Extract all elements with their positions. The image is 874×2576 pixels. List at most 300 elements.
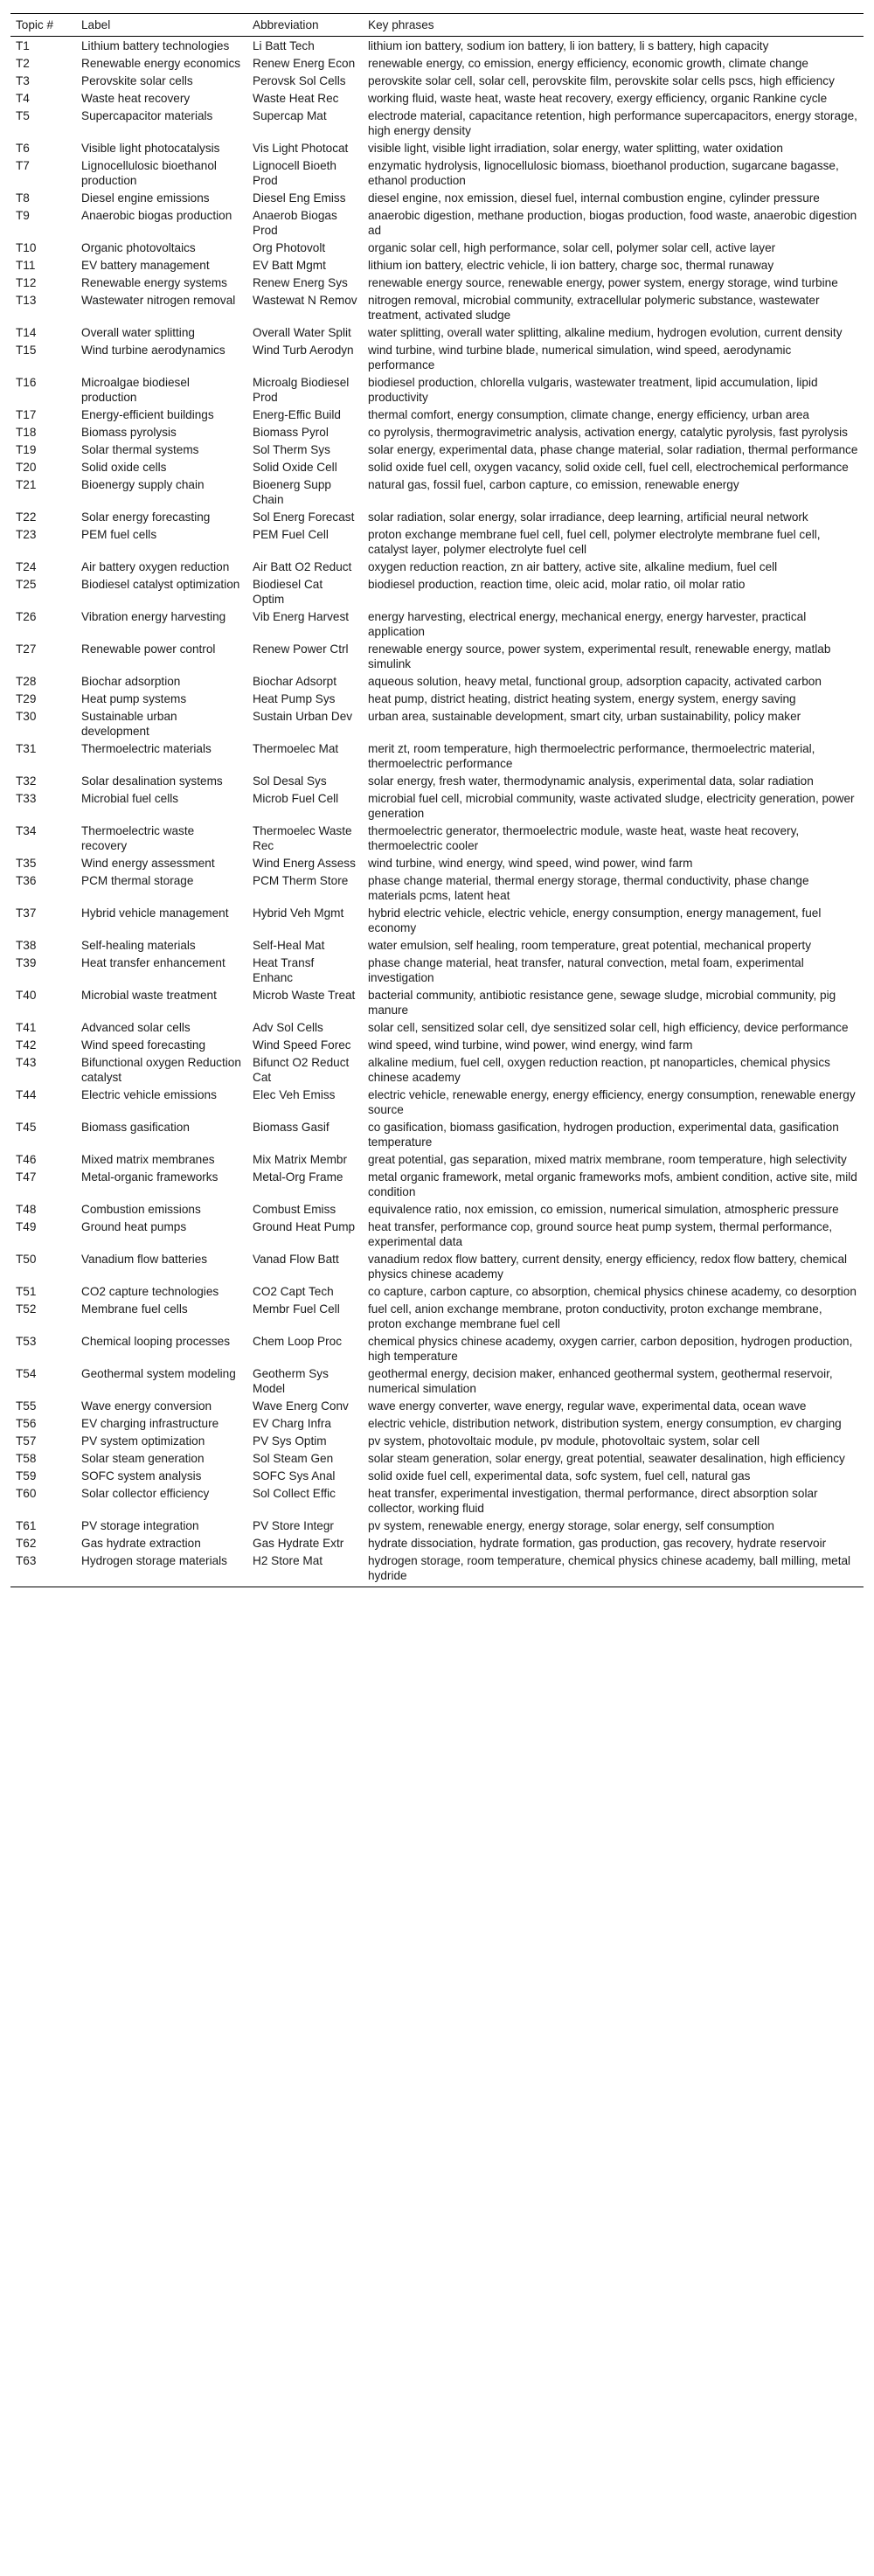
topic-id: T33 bbox=[16, 792, 37, 805]
topic-key-phrases: pv system, renewable energy, energy storage, solar energy, self consumption bbox=[368, 1519, 774, 1532]
topic-label: Wastewater nitrogen removal bbox=[81, 294, 236, 307]
topic-id: T15 bbox=[16, 344, 37, 357]
topic-key-phrases: wind turbine, wind turbine blade, numerical simulation, wind speed, aerodynamic performance bbox=[368, 344, 792, 371]
table-row bbox=[10, 1018, 864, 1036]
table-row bbox=[10, 640, 864, 672]
table-row bbox=[10, 341, 864, 373]
topic-abbreviation: Air Batt O2 Reduct bbox=[253, 560, 352, 573]
table-row bbox=[10, 373, 864, 406]
table-row bbox=[10, 1300, 864, 1332]
topic-label: SOFC system analysis bbox=[81, 1469, 202, 1482]
topic-key-phrases: hydrate dissociation, hydrate formation, gas production, gas recovery, hydrate reservoir bbox=[368, 1537, 827, 1550]
topic-key-phrases: natural gas, fossil fuel, carbon capture, co emission, renewable energy bbox=[368, 478, 739, 491]
table-row bbox=[10, 37, 864, 55]
topic-id: T50 bbox=[16, 1253, 37, 1266]
topic-abbreviation: Microalg Biodiesel Prod bbox=[253, 376, 350, 404]
topic-label: PCM thermal storage bbox=[81, 874, 194, 887]
topic-id: T12 bbox=[16, 276, 37, 289]
topic-label: Heat transfer enhancement bbox=[81, 956, 225, 969]
topic-label: Organic photovoltaics bbox=[81, 241, 196, 254]
topic-label: Heat pump systems bbox=[81, 692, 187, 705]
table-row bbox=[10, 274, 864, 291]
topic-key-phrases: diesel engine, nox emission, diesel fuel, internal combustion engine, cylinder pressure bbox=[368, 191, 820, 205]
table-row bbox=[10, 206, 864, 239]
table-row bbox=[10, 525, 864, 558]
topic-key-phrases: organic solar cell, high performance, solar cell, polymer solar cell, active layer bbox=[368, 241, 776, 254]
topic-id: T18 bbox=[16, 426, 37, 439]
topic-label: Biomass gasification bbox=[81, 1121, 190, 1134]
topic-key-phrases: pv system, photovoltaic module, pv module, photovoltaic system, solar cell bbox=[368, 1434, 760, 1448]
topic-id: T56 bbox=[16, 1417, 37, 1430]
topic-abbreviation: Anaerob Biogas Prod bbox=[253, 209, 337, 237]
topic-id: T41 bbox=[16, 1021, 37, 1034]
topic-key-phrases: working fluid, waste heat, waste heat recovery, exergy efficiency, organic Rankine cycle bbox=[368, 92, 828, 105]
topic-abbreviation: Wind Energ Assess bbox=[253, 857, 356, 870]
topic-label: Microbial waste treatment bbox=[81, 989, 217, 1002]
topic-abbreviation: Sol Collect Effic bbox=[253, 1487, 336, 1500]
topic-label: Anaerobic biogas production bbox=[81, 209, 232, 222]
topic-key-phrases: solar energy, fresh water, thermodynamic analysis, experimental data, solar radiation bbox=[368, 774, 814, 788]
table-row bbox=[10, 72, 864, 89]
topic-id: T35 bbox=[16, 857, 37, 870]
header-row bbox=[10, 14, 864, 37]
topic-key-phrases: solar cell, sensitized solar cell, dye sensitized solar cell, high efficiency, device performance bbox=[368, 1021, 849, 1034]
topic-abbreviation: PV Store Integr bbox=[253, 1519, 334, 1532]
topic-label: Renewable power control bbox=[81, 642, 216, 656]
topic-id: T40 bbox=[16, 989, 37, 1002]
topic-key-phrases: solar energy, experimental data, phase change material, solar radiation, thermal performance bbox=[368, 443, 858, 456]
topic-key-phrases: proton exchange membrane fuel cell, fuel cell, polymer electrolyte membrane fuel cell, catalyst layer, polymer electrolyte fuel cell bbox=[368, 528, 821, 556]
table-row bbox=[10, 139, 864, 156]
topic-label: Diesel engine emissions bbox=[81, 191, 210, 205]
topic-key-phrases: fuel cell, anion exchange membrane, proton conductivity, proton exchange membrane, proton exchange membrane fuel cell bbox=[368, 1302, 822, 1330]
topic-key-phrases: renewable energy, co emission, energy efficiency, economic growth, climate change bbox=[368, 57, 808, 70]
topic-abbreviation: Lignocell Bioeth Prod bbox=[253, 159, 336, 187]
topic-label: PV storage integration bbox=[81, 1519, 199, 1532]
table-row bbox=[10, 323, 864, 341]
topic-key-phrases: water splitting, overall water splitting, alkaline medium, hydrogen evolution, current density bbox=[368, 326, 843, 339]
topic-label: Visible light photocatalysis bbox=[81, 142, 220, 155]
topic-abbreviation: Mix Matrix Membr bbox=[253, 1153, 347, 1166]
topic-id: T32 bbox=[16, 774, 37, 788]
topic-id: T59 bbox=[16, 1469, 37, 1482]
topic-key-phrases: great potential, gas separation, mixed matrix membrane, room temperature, high selectivity bbox=[368, 1153, 847, 1166]
topic-id: T7 bbox=[16, 159, 30, 172]
topic-abbreviation: Geotherm Sys Model bbox=[253, 1367, 329, 1395]
topic-id: T63 bbox=[10, 1552, 76, 1587]
table-row bbox=[10, 1168, 864, 1200]
topic-label: Solar desalination systems bbox=[81, 774, 223, 788]
topic-label: Bifunctional oxygen Reduction catalyst bbox=[81, 1056, 241, 1084]
topic-abbreviation: Microb Waste Treat bbox=[253, 989, 356, 1002]
topic-key-phrases: anaerobic digestion, methane production, biogas production, food waste, anaerobic digestion ad bbox=[368, 209, 857, 237]
topic-id: T29 bbox=[16, 692, 37, 705]
header-key-phrases: Key phrases bbox=[363, 14, 864, 37]
topic-label: Thermoelectric materials bbox=[81, 742, 212, 755]
header-label: Label bbox=[76, 14, 247, 37]
topic-label: Microbial fuel cells bbox=[81, 792, 179, 805]
topic-id: T3 bbox=[16, 74, 30, 87]
table-row bbox=[10, 156, 864, 189]
topic-key-phrases: visible light, visible light irradiation, solar energy, water splitting, water oxidation bbox=[368, 142, 783, 155]
table-row bbox=[10, 1534, 864, 1552]
topic-id: T48 bbox=[16, 1203, 37, 1216]
topic-abbreviation: Renew Energ Econ bbox=[253, 57, 356, 70]
table-row bbox=[10, 1364, 864, 1397]
table-row bbox=[10, 89, 864, 107]
table-body bbox=[10, 37, 864, 1587]
topic-label: Sustainable urban development bbox=[81, 710, 177, 738]
table-row bbox=[10, 1449, 864, 1467]
topic-id: T43 bbox=[16, 1056, 37, 1069]
topic-key-phrases: co gasification, biomass gasification, hydrogen production, experimental data, gasification temperature bbox=[368, 1121, 839, 1149]
topic-abbreviation: Thermoelec Mat bbox=[253, 742, 339, 755]
topic-key-phrases: wave energy converter, wave energy, regular wave, experimental data, ocean wave bbox=[368, 1399, 807, 1413]
topic-abbreviation: Wind Turb Aerodyn bbox=[253, 344, 354, 357]
topic-label: Mixed matrix membranes bbox=[81, 1153, 215, 1166]
topic-abbreviation: Sol Energ Forecast bbox=[253, 510, 355, 524]
topic-key-phrases: co capture, carbon capture, co absorption, chemical physics chinese academy, co desorption bbox=[368, 1285, 857, 1298]
topic-abbreviation: Renew Energ Sys bbox=[253, 276, 348, 289]
topic-id: T61 bbox=[16, 1519, 37, 1532]
topic-key-phrases: metal organic framework, metal organic frameworks mofs, ambient condition, active site, mild condition bbox=[368, 1170, 857, 1198]
topic-id: T22 bbox=[16, 510, 37, 524]
topic-id: T49 bbox=[16, 1220, 37, 1233]
topic-label: Overall water splitting bbox=[81, 326, 195, 339]
table-row bbox=[10, 291, 864, 323]
topic-abbreviation: Wind Speed Forec bbox=[253, 1038, 351, 1052]
topic-id: T6 bbox=[16, 142, 30, 155]
topic-abbreviation: Sol Desal Sys bbox=[253, 774, 327, 788]
topic-label: Biochar adsorption bbox=[81, 675, 181, 688]
table-row bbox=[10, 1036, 864, 1053]
topic-key-phrases: chemical physics chinese academy, oxygen carrier, carbon deposition, hydrogen production, high temperature bbox=[368, 1335, 853, 1363]
topic-key-phrases: aqueous solution, heavy metal, functional group, adsorption capacity, activated carbon bbox=[368, 675, 822, 688]
topic-abbreviation: Sol Therm Sys bbox=[253, 443, 330, 456]
topic-key-phrases: thermal comfort, energy consumption, climate change, energy efficiency, urban area bbox=[368, 408, 809, 421]
topic-abbreviation: Ground Heat Pump bbox=[253, 1220, 356, 1233]
topic-abbreviation: Microb Fuel Cell bbox=[253, 792, 339, 805]
topic-key-phrases: heat transfer, experimental investigation, thermal performance, direct absorption solar collector, working fluid bbox=[368, 1487, 818, 1515]
table-row bbox=[10, 1552, 864, 1587]
topic-abbreviation: Bioenerg Supp Chain bbox=[253, 478, 331, 506]
table-row bbox=[10, 458, 864, 476]
topic-key-phrases: alkaline medium, fuel cell, oxygen reduction reaction, pt nanoparticles, chemical physics chinese academy bbox=[368, 1056, 830, 1084]
topic-abbreviation: Overall Water Split bbox=[253, 326, 351, 339]
topic-abbreviation: Gas Hydrate Extr bbox=[253, 1537, 344, 1550]
topic-id: T45 bbox=[16, 1121, 37, 1134]
topic-id: T47 bbox=[16, 1170, 37, 1184]
topic-id: T1 bbox=[16, 39, 30, 52]
topic-key-phrases: enzymatic hydrolysis, lignocellulosic biomass, bioethanol production, sugarcane bagasse, ethanol production bbox=[368, 159, 839, 187]
topic-id: T60 bbox=[16, 1487, 37, 1500]
topic-key-phrases: electrode material, capacitance retention, high performance supercapacitors, energy storage, high energy density bbox=[368, 109, 857, 137]
topic-key-phrases: electric vehicle, renewable energy, energy efficiency, energy consumption, renewable energy source bbox=[368, 1088, 856, 1116]
table-row bbox=[10, 904, 864, 936]
topic-key-phrases: lithium ion battery, sodium ion battery, li ion battery, li s battery, high capacity bbox=[368, 39, 769, 52]
topic-key-phrases: solid oxide fuel cell, oxygen vacancy, solid oxide cell, fuel cell, electrochemical performance bbox=[368, 461, 849, 474]
topic-abbreviation: Perovsk Sol Cells bbox=[253, 74, 346, 87]
table-row bbox=[10, 1332, 864, 1364]
table-row bbox=[10, 1118, 864, 1150]
topic-abbreviation: Energ-Effic Build bbox=[253, 408, 341, 421]
topic-id: T4 bbox=[16, 92, 30, 105]
topic-id: T57 bbox=[16, 1434, 37, 1448]
topic-id: T24 bbox=[16, 560, 37, 573]
topic-abbreviation: Wave Energ Conv bbox=[253, 1399, 349, 1413]
topic-abbreviation: Org Photovolt bbox=[253, 241, 326, 254]
topic-label: PV system optimization bbox=[81, 1434, 205, 1448]
topic-id: T23 bbox=[16, 528, 37, 541]
table-row bbox=[10, 936, 864, 954]
topic-abbreviation: Li Batt Tech bbox=[253, 39, 315, 52]
topic-label: Membrane fuel cells bbox=[81, 1302, 188, 1316]
topic-id: T30 bbox=[16, 710, 37, 723]
topic-label: Ground heat pumps bbox=[81, 1220, 187, 1233]
topic-key-phrases: electric vehicle, distribution network, distribution system, energy consumption, ev charging bbox=[368, 1417, 842, 1430]
topic-key-phrases: heat pump, district heating, district heating system, energy system, energy saving bbox=[368, 692, 796, 705]
topic-id: T38 bbox=[16, 939, 37, 952]
topic-id: T53 bbox=[16, 1335, 37, 1348]
topic-key-phrases: biodiesel production, chlorella vulgaris, wastewater treatment, lipid accumulation, lipid productivity bbox=[368, 376, 818, 404]
topic-label: Solar steam generation bbox=[81, 1452, 205, 1465]
topic-label: Electric vehicle emissions bbox=[81, 1088, 217, 1101]
topic-abbreviation: PV Sys Optim bbox=[253, 1434, 327, 1448]
topic-label: Advanced solar cells bbox=[81, 1021, 191, 1034]
table-row bbox=[10, 707, 864, 739]
topic-abbreviation: Vanad Flow Batt bbox=[253, 1253, 339, 1266]
topic-id: T8 bbox=[16, 191, 30, 205]
topic-abbreviation: Vib Energ Harvest bbox=[253, 610, 350, 623]
table-row bbox=[10, 1484, 864, 1517]
topic-id: T51 bbox=[16, 1285, 37, 1298]
topic-key-phrases: co pyrolysis, thermogravimetric analysis, activation energy, catalytic pyrolysis, fast pyrolysis bbox=[368, 426, 848, 439]
table-header bbox=[10, 14, 864, 37]
topic-id: T28 bbox=[16, 675, 37, 688]
topic-label: Biomass pyrolysis bbox=[81, 426, 177, 439]
topic-key-phrases: phase change material, thermal energy storage, thermal conductivity, phase change materials pcms, latent heat bbox=[368, 874, 809, 902]
table-row bbox=[10, 441, 864, 458]
topic-abbreviation: SOFC Sys Anal bbox=[253, 1469, 336, 1482]
topic-key-phrases: geothermal energy, decision maker, enhanced geothermal system, geothermal reservoir, numerical simulation bbox=[368, 1367, 833, 1395]
topic-id: T46 bbox=[16, 1153, 37, 1166]
topic-label: Renewable energy economics bbox=[81, 57, 241, 70]
topic-label: Self-healing materials bbox=[81, 939, 196, 952]
topic-label: Hybrid vehicle management bbox=[81, 906, 229, 920]
topic-label: CO2 capture technologies bbox=[81, 1285, 219, 1298]
topic-key-phrases: vanadium redox flow battery, current density, energy efficiency, redox flow battery, chemical physics chinese academy bbox=[368, 1253, 848, 1281]
topic-key-phrases: perovskite solar cell, solar cell, perovskite film, perovskite solar cells pscs, high efficiency bbox=[368, 74, 835, 87]
table-row bbox=[10, 476, 864, 508]
table-row bbox=[10, 1414, 864, 1432]
table-row bbox=[10, 107, 864, 139]
topic-abbreviation: Diesel Eng Emiss bbox=[253, 191, 346, 205]
topic-id: T19 bbox=[16, 443, 37, 456]
topic-id: T21 bbox=[16, 478, 37, 491]
topic-label: Wind turbine aerodynamics bbox=[81, 344, 225, 357]
topic-key-phrases: hydrogen storage, room temperature, chemical physics chinese academy, ball milling, metal hydride bbox=[363, 1552, 864, 1587]
topic-key-phrases: renewable energy source, power system, experimental result, renewable energy, matlab simulink bbox=[368, 642, 831, 670]
table-row bbox=[10, 256, 864, 274]
topic-label: Solar collector efficiency bbox=[81, 1487, 210, 1500]
topic-id: T13 bbox=[16, 294, 37, 307]
topic-key-phrases: hybrid electric vehicle, electric vehicle, energy consumption, energy management, fuel economy bbox=[368, 906, 822, 934]
topic-label: Perovskite solar cells bbox=[81, 74, 193, 87]
topic-key-phrases: lithium ion battery, electric vehicle, li ion battery, charge soc, thermal runaway bbox=[368, 259, 774, 272]
topic-label: Vanadium flow batteries bbox=[81, 1253, 208, 1266]
topic-id: T16 bbox=[16, 376, 37, 389]
topic-key-phrases: thermoelectric generator, thermoelectric module, waste heat, waste heat recovery, thermoelectric cooler bbox=[368, 824, 800, 852]
table-row bbox=[10, 739, 864, 772]
topic-abbreviation: EV Charg Infra bbox=[253, 1417, 331, 1430]
table-row bbox=[10, 954, 864, 986]
topic-key-phrases: equivalence ratio, nox emission, co emission, numerical simulation, atmospheric pressure bbox=[368, 1203, 839, 1216]
topic-id: T10 bbox=[16, 241, 37, 254]
table-row bbox=[10, 986, 864, 1018]
table-row bbox=[10, 558, 864, 575]
table-row bbox=[10, 789, 864, 822]
topic-abbreviation: Heat Pump Sys bbox=[253, 692, 336, 705]
topic-abbreviation: Solid Oxide Cell bbox=[253, 461, 337, 474]
topic-label: Bioenergy supply chain bbox=[81, 478, 205, 491]
topic-abbreviation: Waste Heat Rec bbox=[253, 92, 339, 105]
topic-key-phrases: energy harvesting, electrical energy, mechanical energy, energy harvester, practical application bbox=[368, 610, 807, 638]
topic-abbreviation: H2 Store Mat bbox=[247, 1552, 363, 1587]
table-row bbox=[10, 690, 864, 707]
topic-label: Wave energy conversion bbox=[81, 1399, 212, 1413]
topic-abbreviation: Renew Power Ctrl bbox=[253, 642, 349, 656]
topic-abbreviation: Adv Sol Cells bbox=[253, 1021, 323, 1034]
topic-label: Combustion emissions bbox=[81, 1203, 201, 1216]
topic-abbreviation: Biomass Gasif bbox=[253, 1121, 329, 1134]
topic-abbreviation: Biomass Pyrol bbox=[253, 426, 329, 439]
topic-label: Geothermal system modeling bbox=[81, 1367, 236, 1380]
topic-key-phrases: oxygen reduction reaction, zn air battery, active site, alkaline medium, fuel cell bbox=[368, 560, 778, 573]
table-row bbox=[10, 189, 864, 206]
table-row bbox=[10, 1432, 864, 1449]
topic-label: Solid oxide cells bbox=[81, 461, 167, 474]
topic-key-phrases: solar steam generation, solar energy, great potential, seawater desalination, high efficiency bbox=[368, 1452, 845, 1465]
topic-label: Metal-organic frameworks bbox=[81, 1170, 218, 1184]
table-row bbox=[10, 1517, 864, 1534]
topic-abbreviation: Biochar Adsorpt bbox=[253, 675, 336, 688]
topic-label: EV charging infrastructure bbox=[81, 1417, 219, 1430]
topic-id: T31 bbox=[16, 742, 37, 755]
topic-id: T44 bbox=[16, 1088, 37, 1101]
table-row bbox=[10, 854, 864, 871]
topic-key-phrases: biodiesel production, reaction time, oleic acid, molar ratio, oil molar ratio bbox=[368, 578, 746, 591]
topic-abbreviation: Metal-Org Frame bbox=[253, 1170, 343, 1184]
topic-key-phrases: solar radiation, solar energy, solar irradiance, deep learning, artificial neural network bbox=[368, 510, 808, 524]
table-row bbox=[10, 1200, 864, 1218]
topic-key-phrases: phase change material, heat transfer, natural convection, metal foam, experimental investigation bbox=[368, 956, 804, 984]
table-row bbox=[10, 1282, 864, 1300]
topic-label: Biodiesel catalyst optimization bbox=[81, 578, 240, 591]
topic-key-phrases: wind speed, wind turbine, wind power, wind energy, wind farm bbox=[368, 1038, 693, 1052]
topic-label: Microalgae biodiesel production bbox=[81, 376, 190, 404]
topic-abbreviation: Combust Emiss bbox=[253, 1203, 336, 1216]
header-abbreviation: Abbreviation bbox=[247, 14, 363, 37]
topic-id: T37 bbox=[16, 906, 37, 920]
topic-abbreviation: Wastewat N Remov bbox=[253, 294, 357, 307]
topic-abbreviation: Hybrid Veh Mgmt bbox=[253, 906, 344, 920]
topic-id: T36 bbox=[16, 874, 37, 887]
topic-key-phrases: bacterial community, antibiotic resistance gene, sewage sludge, microbial community, pig manure bbox=[368, 989, 836, 1017]
table-row bbox=[10, 1086, 864, 1118]
table-row bbox=[10, 1150, 864, 1168]
topic-label: Energy-efficient buildings bbox=[81, 408, 214, 421]
topic-abbreviation: CO2 Capt Tech bbox=[253, 1285, 334, 1298]
topic-abbreviation: Thermoelec Waste Rec bbox=[253, 824, 352, 852]
topic-label: Thermoelectric waste recovery bbox=[81, 824, 195, 852]
topic-label: Lithium battery technologies bbox=[81, 39, 230, 52]
topics-table bbox=[10, 13, 864, 1587]
topic-id: T5 bbox=[16, 109, 30, 122]
topic-label: Solar thermal systems bbox=[81, 443, 199, 456]
table-row bbox=[10, 1218, 864, 1250]
topic-label: Chemical looping processes bbox=[81, 1335, 231, 1348]
topic-id: T62 bbox=[16, 1537, 37, 1550]
table-row bbox=[10, 871, 864, 904]
table-row bbox=[10, 406, 864, 423]
topic-label: Vibration energy harvesting bbox=[81, 610, 226, 623]
topic-label: Lignocellulosic bioethanol production bbox=[81, 159, 217, 187]
topic-id: T52 bbox=[16, 1302, 37, 1316]
topic-key-phrases: renewable energy source, renewable energy, power system, energy storage, wind turbine bbox=[368, 276, 838, 289]
topic-id: T58 bbox=[16, 1452, 37, 1465]
topic-id: T54 bbox=[16, 1367, 37, 1380]
topic-abbreviation: Membr Fuel Cell bbox=[253, 1302, 340, 1316]
table-row bbox=[10, 772, 864, 789]
table-row bbox=[10, 1467, 864, 1484]
topic-abbreviation: Heat Transf Enhanc bbox=[253, 956, 315, 984]
topic-id: T34 bbox=[16, 824, 37, 837]
topic-label: Waste heat recovery bbox=[81, 92, 191, 105]
topic-key-phrases: nitrogen removal, microbial community, extracellular polymeric substance, wastewater treatment, activated sludge bbox=[368, 294, 820, 322]
topic-key-phrases: wind turbine, wind energy, wind speed, wind power, wind farm bbox=[368, 857, 693, 870]
topic-id: T39 bbox=[16, 956, 37, 969]
topic-id: T25 bbox=[16, 578, 37, 591]
topic-label: Gas hydrate extraction bbox=[81, 1537, 201, 1550]
topic-label: Renewable energy systems bbox=[81, 276, 227, 289]
topic-abbreviation: Chem Loop Proc bbox=[253, 1335, 343, 1348]
table-row bbox=[10, 508, 864, 525]
topic-abbreviation: Vis Light Photocat bbox=[253, 142, 349, 155]
table-row bbox=[10, 1053, 864, 1086]
topic-label: Hydrogen storage materials bbox=[76, 1552, 247, 1587]
topic-abbreviation: Biodiesel Cat Optim bbox=[253, 578, 323, 606]
topic-id: T42 bbox=[16, 1038, 37, 1052]
table-row bbox=[10, 423, 864, 441]
topic-abbreviation: Elec Veh Emiss bbox=[253, 1088, 336, 1101]
topic-label: Air battery oxygen reduction bbox=[81, 560, 230, 573]
topic-label: Wind energy assessment bbox=[81, 857, 215, 870]
topic-id: T55 bbox=[16, 1399, 37, 1413]
topic-id: T26 bbox=[16, 610, 37, 623]
table-row bbox=[10, 575, 864, 608]
topic-abbreviation: EV Batt Mgmt bbox=[253, 259, 326, 272]
topic-label: EV battery management bbox=[81, 259, 210, 272]
header-topic: Topic # bbox=[10, 14, 76, 37]
topic-key-phrases: merit zt, room temperature, high thermoelectric performance, thermoelectric material, thermoelectric performance bbox=[368, 742, 815, 770]
table-row bbox=[10, 822, 864, 854]
topic-abbreviation: PEM Fuel Cell bbox=[253, 528, 329, 541]
topic-id: T2 bbox=[16, 57, 30, 70]
topic-key-phrases: water emulsion, self healing, room temperature, great potential, mechanical property bbox=[368, 939, 812, 952]
table-row bbox=[10, 239, 864, 256]
topic-key-phrases: heat transfer, performance cop, ground source heat pump system, thermal performance, experimental data bbox=[368, 1220, 833, 1248]
topic-label: Supercapacitor materials bbox=[81, 109, 213, 122]
